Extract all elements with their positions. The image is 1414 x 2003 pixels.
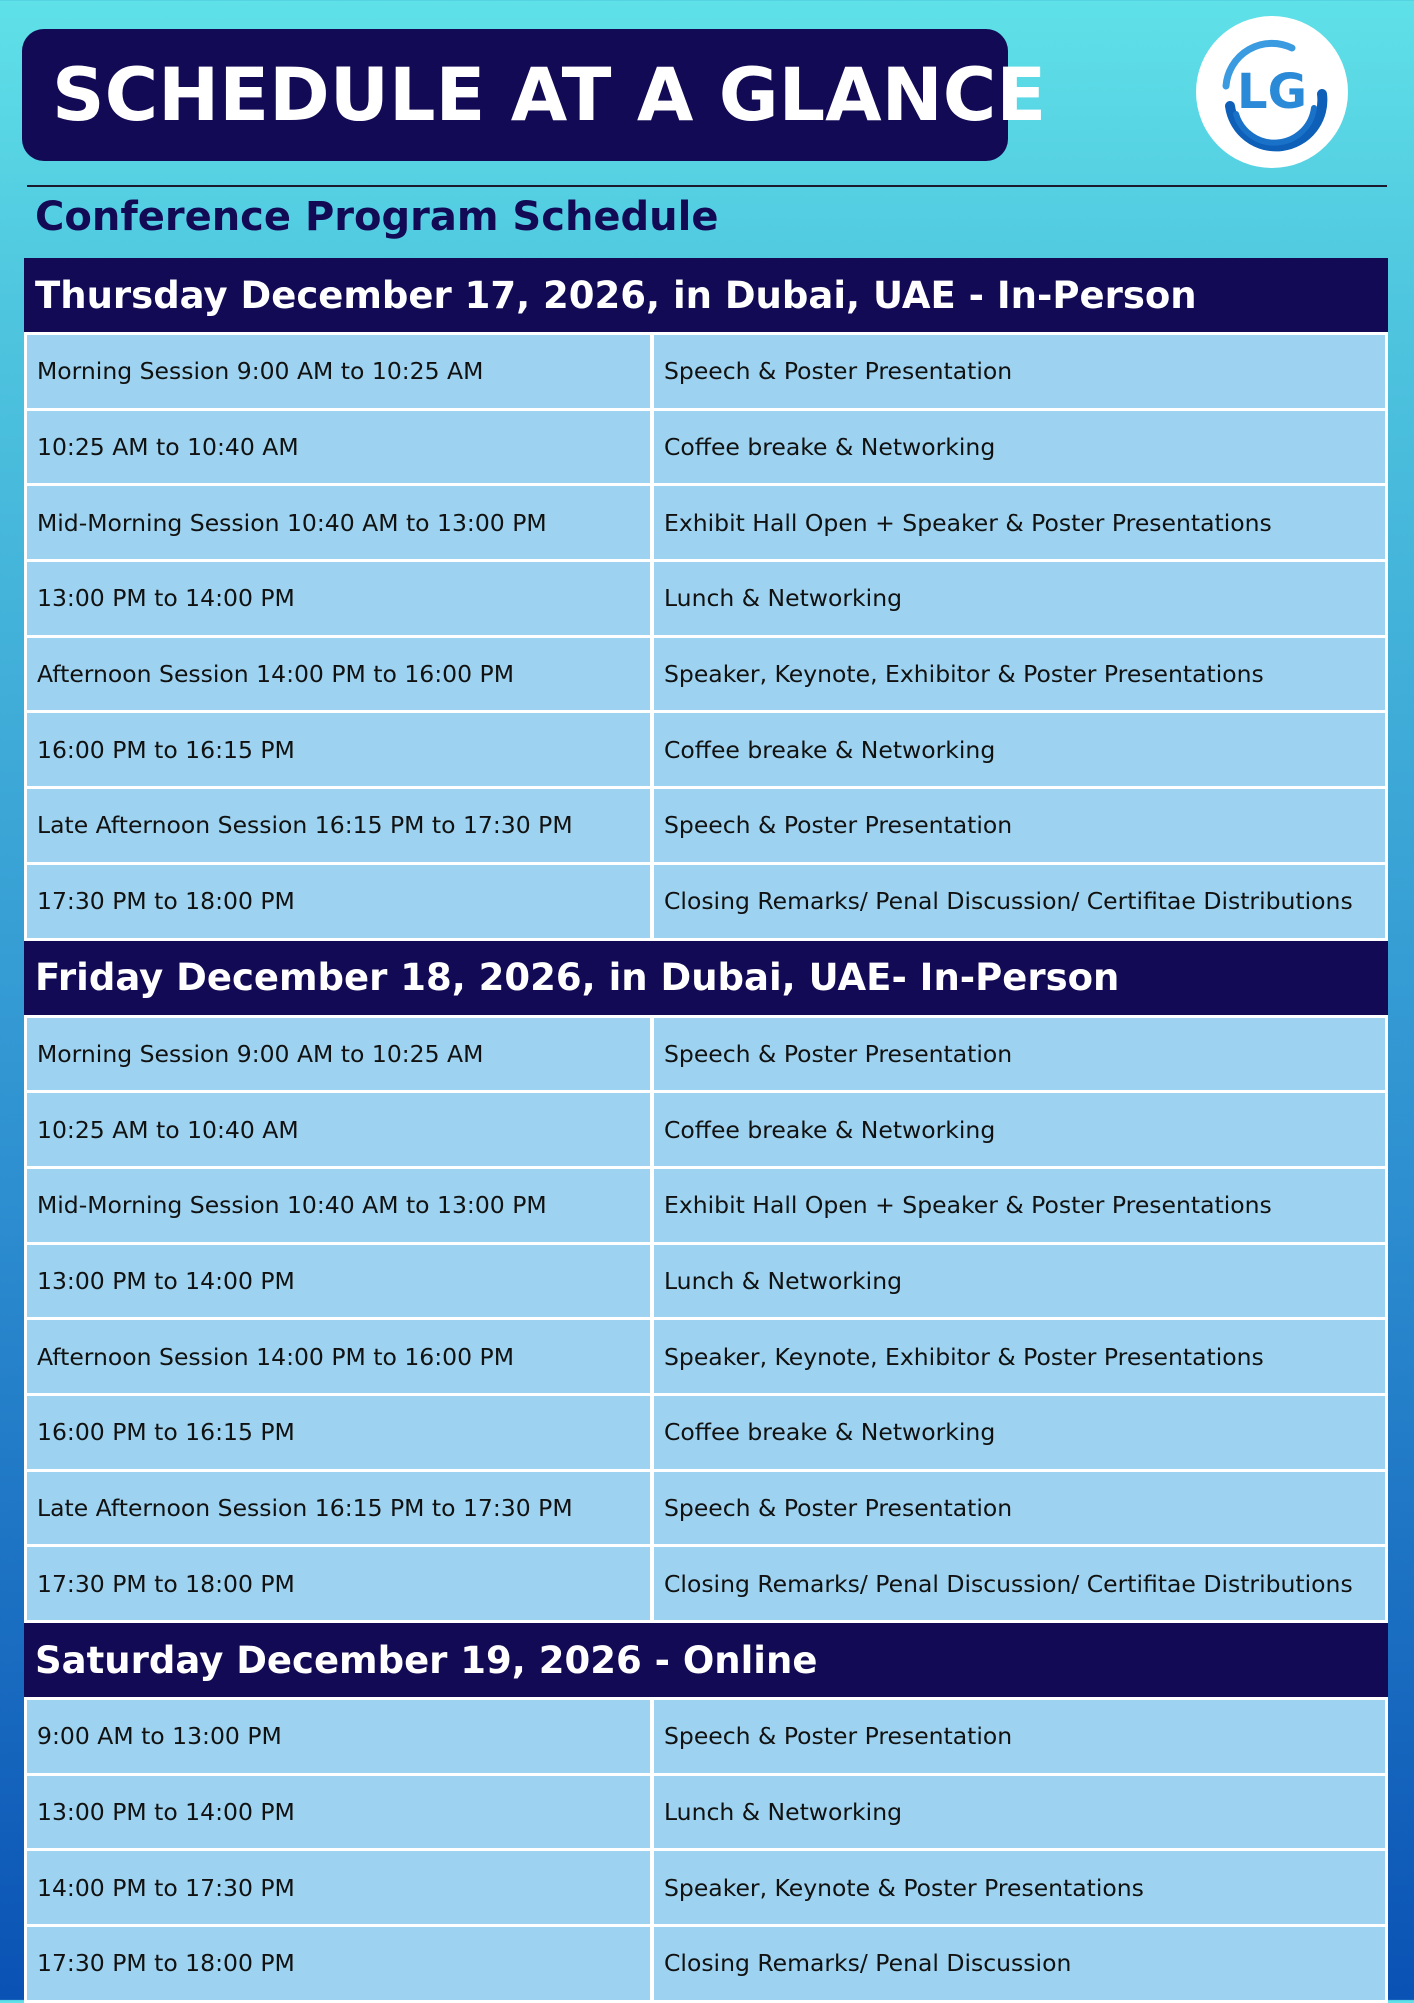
activity-cell: Exhibit Hall Open + Speaker & Poster Presentations	[654, 486, 1388, 559]
table-row	[24, 865, 1388, 941]
table-row	[24, 638, 1388, 714]
day-rows	[24, 332, 1388, 941]
activity-cell: Speaker, Keynote, Exhibitor & Poster Presentations	[654, 638, 1388, 711]
time-cell: Afternoon Session 14:00 PM to 16:00 PM	[24, 638, 654, 711]
activity-cell: Speech & Poster Presentation	[654, 789, 1388, 862]
activity-cell: Speaker, Keynote, Exhibitor & Poster Presentations	[654, 1320, 1388, 1393]
table-row	[24, 713, 1388, 789]
table-row	[24, 1015, 1388, 1094]
table-row	[24, 1472, 1388, 1548]
table-row	[24, 332, 1388, 411]
time-cell: 17:30 PM to 18:00 PM	[24, 1547, 654, 1620]
activity-cell: Lunch & Networking	[654, 1776, 1388, 1849]
activity-cell: Speech & Poster Presentation	[654, 335, 1388, 408]
table-row	[24, 562, 1388, 638]
day-rows	[24, 1697, 1388, 2003]
activity-cell: Speaker, Keynote & Poster Presentations	[654, 1851, 1388, 1924]
title-banner	[22, 29, 1047, 161]
time-cell: Mid-Morning Session 10:40 AM to 13:00 PM	[24, 1169, 654, 1242]
table-row	[24, 411, 1388, 487]
time-cell: Late Afternoon Session 16:15 PM to 17:30 PM	[24, 1472, 654, 1545]
time-cell: Late Afternoon Session 16:15 PM to 17:30 PM	[24, 789, 654, 862]
activity-cell: Lunch & Networking	[654, 1245, 1388, 1318]
day-rows	[24, 1015, 1388, 1624]
activity-cell: Closing Remarks/ Penal Discussion/ Certifitae Distributions	[654, 865, 1388, 938]
time-cell: 9:00 AM to 13:00 PM	[24, 1700, 654, 1773]
activity-cell: Closing Remarks/ Penal Discussion	[654, 1927, 1388, 2000]
divider	[27, 185, 1387, 187]
time-cell: 13:00 PM to 14:00 PM	[24, 562, 654, 635]
logo	[1196, 16, 1348, 168]
time-cell: 10:25 AM to 10:40 AM	[24, 411, 654, 484]
time-cell: 13:00 PM to 14:00 PM	[24, 1245, 654, 1318]
activity-cell: Coffee breake & Networking	[654, 1396, 1388, 1469]
time-cell: Morning Session 9:00 AM to 10:25 AM	[24, 335, 654, 408]
activity-cell: Speech & Poster Presentation	[654, 1472, 1388, 1545]
time-cell: Morning Session 9:00 AM to 10:25 AM	[24, 1018, 654, 1091]
table-row	[24, 789, 1388, 865]
time-cell: 10:25 AM to 10:40 AM	[24, 1093, 654, 1166]
table-row	[24, 1320, 1388, 1396]
schedule-table	[24, 258, 1388, 2003]
activity-cell: Coffee breake & Networking	[654, 713, 1388, 786]
activity-cell: Speech & Poster Presentation	[654, 1018, 1388, 1091]
page-title: SCHEDULE AT A GLANCE	[52, 52, 1047, 138]
subtitle: Conference Program Schedule	[35, 194, 719, 240]
day-heading: Thursday December 17, 2026, in Dubai, UAE - In-Person	[24, 258, 1388, 332]
table-row	[24, 1547, 1388, 1623]
time-cell: 16:00 PM to 16:15 PM	[24, 713, 654, 786]
table-row	[24, 1396, 1388, 1472]
activity-cell: Exhibit Hall Open + Speaker & Poster Presentations	[654, 1169, 1388, 1242]
activity-cell: Speech & Poster Presentation	[654, 1700, 1388, 1773]
time-cell: 17:30 PM to 18:00 PM	[24, 1927, 654, 2000]
activity-cell: Lunch & Networking	[654, 562, 1388, 635]
time-cell: 14:00 PM to 17:30 PM	[24, 1851, 654, 1924]
table-row	[24, 486, 1388, 562]
table-row	[24, 1245, 1388, 1321]
activity-cell: Closing Remarks/ Penal Discussion/ Certifitae Distributions	[654, 1547, 1388, 1620]
day-heading: Saturday December 19, 2026 - Online	[24, 1623, 1388, 1697]
day-heading: Friday December 18, 2026, in Dubai, UAE- In-Person	[24, 941, 1388, 1015]
activity-cell: Coffee breake & Networking	[654, 411, 1388, 484]
logo-text: LG	[1237, 64, 1307, 120]
table-row	[24, 1093, 1388, 1169]
time-cell: Mid-Morning Session 10:40 AM to 13:00 PM	[24, 486, 654, 559]
table-row	[24, 1169, 1388, 1245]
table-row	[24, 1697, 1388, 1776]
table-row	[24, 1851, 1388, 1927]
time-cell: 17:30 PM to 18:00 PM	[24, 865, 654, 938]
activity-cell: Coffee breake & Networking	[654, 1093, 1388, 1166]
table-row	[24, 1927, 1388, 2003]
table-row	[24, 1776, 1388, 1852]
time-cell: Afternoon Session 14:00 PM to 16:00 PM	[24, 1320, 654, 1393]
time-cell: 13:00 PM to 14:00 PM	[24, 1776, 654, 1849]
time-cell: 16:00 PM to 16:15 PM	[24, 1396, 654, 1469]
